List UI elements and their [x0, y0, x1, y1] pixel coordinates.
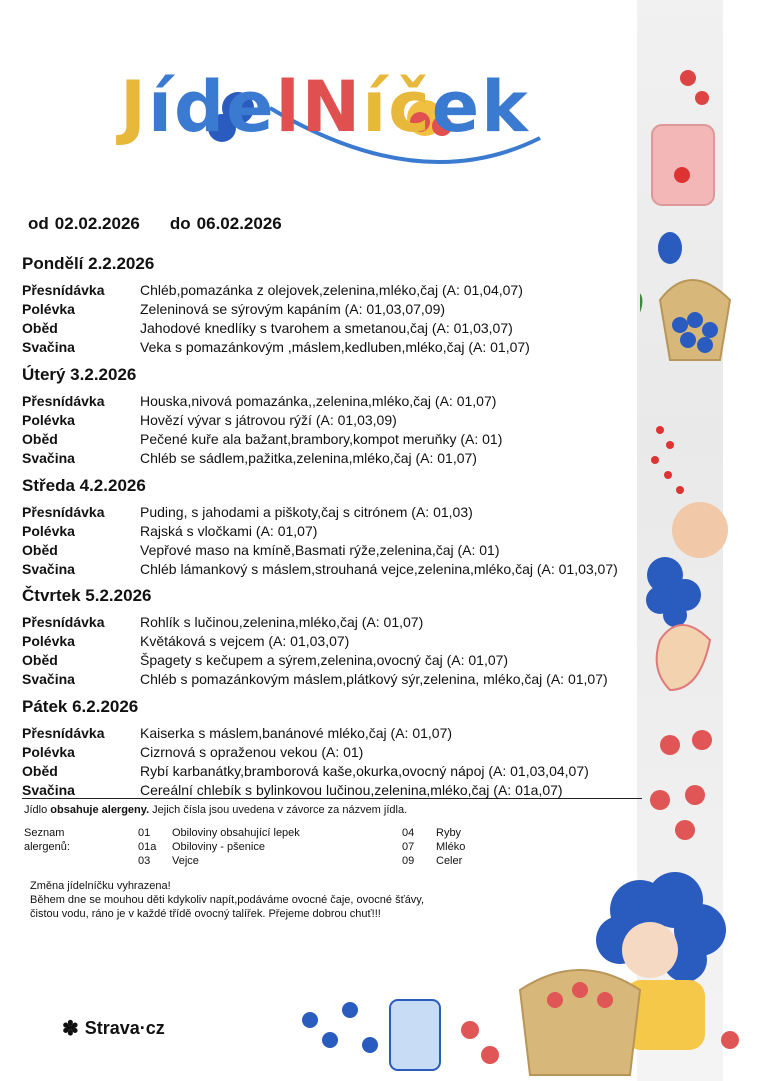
meal-text: Vepřové maso na kmíně,Basmati rýže,zelenina,čaj (A: 01)	[140, 542, 500, 558]
meal-text: Jahodové knedlíky s tvarohem a smetanou,čaj (A: 01,03,07)	[140, 320, 513, 336]
meal-text: Houska,nivová pomazánka,,zelenina,mléko,čaj (A: 01,07)	[140, 393, 497, 409]
meal-label: Svačina	[22, 450, 75, 466]
meal-label: Oběd	[22, 652, 58, 668]
change-note	[30, 879, 550, 921]
meal-text: Chléb,pomazánka z olejovek,zelenina,mléko,čaj (A: 01,04,07)	[140, 282, 523, 298]
jidelnicek-logo	[120, 48, 560, 168]
day-block-thursday	[22, 586, 608, 689]
meal-row	[22, 392, 502, 411]
date-to-label: do	[169, 214, 191, 233]
meal-row	[22, 300, 530, 319]
strava-flower-icon: ✽	[62, 1018, 79, 1040]
allergen-item	[402, 854, 465, 868]
day-title: Středa 4.2.2026	[22, 476, 146, 495]
meal-label: Přesnídávka	[22, 725, 105, 741]
allergen-name: Mléko	[436, 841, 466, 853]
meal-text: Rybí karbanátky,bramborová kaše,okurka,ovocný nápoj (A: 01,03,04,07)	[140, 763, 589, 779]
meal-row	[22, 338, 530, 357]
day-title: Úterý 3.2.2026	[22, 365, 137, 384]
allergen-name: Vejce	[172, 855, 199, 867]
meal-label: Oběd	[22, 763, 58, 779]
meal-row	[22, 281, 530, 300]
meal-label: Svačina	[22, 671, 75, 687]
meal-label: Svačina	[22, 339, 75, 355]
meal-text: Cizrnová s opraženou vekou (A: 01)	[140, 744, 364, 760]
meal-label: Polévka	[22, 523, 75, 539]
allergen-name: Obiloviny - pšenice	[172, 841, 265, 853]
meal-row	[22, 632, 608, 651]
meal-text: Rohlík s lučinou,zelenina,mléko,čaj (A: 01,07)	[140, 614, 424, 630]
allergen-code: 01	[138, 827, 151, 839]
meal-text: Chléb se sádlem,pažitka,zelenina,mléko,čaj (A: 01,07)	[140, 450, 477, 466]
day-block-friday	[22, 697, 589, 800]
meal-label: Polévka	[22, 744, 75, 760]
meal-label: Svačina	[22, 561, 75, 577]
allergen-column	[138, 826, 300, 868]
meal-text: Kaiserka s máslem,banánové mléko,čaj (A: 01,07)	[140, 725, 453, 741]
meal-row	[22, 743, 589, 762]
meal-row	[22, 762, 589, 781]
change-note-line: Změna jídelníčku vyhrazena!	[30, 880, 171, 892]
meal-label: Přesnídávka	[22, 614, 105, 630]
meal-row	[22, 670, 608, 689]
allergen-item	[138, 826, 300, 840]
allergen-note-bold: obsahuje alergeny.	[50, 804, 150, 816]
allergen-code: 03	[138, 855, 151, 867]
allergen-code: 07	[402, 841, 415, 853]
allergen-code: 04	[402, 827, 415, 839]
meal-row	[22, 319, 530, 338]
allergen-name: Ryby	[436, 827, 462, 839]
meal-row	[22, 430, 502, 449]
date-from-label: od	[28, 214, 49, 233]
allergen-item	[138, 854, 300, 868]
meal-label: Oběd	[22, 542, 58, 558]
meal-text: Rajská s vločkami (A: 01,07)	[140, 523, 318, 539]
meal-text: Chléb s pomazánkovým máslem,plátkový sýr,zelenina, mléko,čaj (A: 01,07)	[140, 671, 608, 687]
change-note-line: Během dne se mouhou děti kdykoliv napít,podáváme ovocné čaje, ovocné šťávy,	[30, 894, 425, 906]
meal-row	[22, 651, 608, 670]
allergen-list-label: Seznam alergenů:	[24, 827, 70, 853]
day-title: Pátek 6.2.2026	[22, 697, 139, 716]
meal-row	[22, 411, 502, 430]
meal-text: Květáková s vejcem (A: 01,03,07)	[140, 633, 350, 649]
date-from: 02.02.2026	[54, 214, 140, 233]
logo-title: JídelNíček	[120, 66, 530, 148]
meal-text: Puding, s jahodami a piškoty,čaj s citrónem (A: 01,03)	[140, 504, 473, 520]
allergen-note-rest: Jejich čísla jsou uvedena v závorce za názvem jídla.	[149, 804, 408, 816]
meal-row	[22, 449, 502, 468]
meal-label: Polévka	[22, 301, 75, 317]
meal-text: Zeleninová se sýrovým kapáním (A: 01,03,07,09)	[140, 301, 446, 317]
allergen-code: 09	[402, 855, 415, 867]
meal-text: Veka s pomazánkovým ,máslem,kedluben,mléko,čaj (A: 01,07)	[140, 339, 530, 355]
meal-label: Polévka	[22, 633, 75, 649]
allergen-note	[24, 804, 407, 816]
date-range	[28, 214, 288, 234]
allergen-item	[138, 840, 300, 854]
divider	[22, 798, 642, 799]
brand-name: Strava·cz	[84, 1018, 165, 1038]
meal-text: Hovězí vývar s játrovou rýží (A: 01,03,09)	[140, 412, 397, 428]
meal-row	[22, 522, 618, 541]
day-title: Pondělí 2.2.2026	[22, 254, 155, 273]
allergen-note-prefix: Jídlo	[24, 804, 51, 816]
meal-row	[22, 613, 608, 632]
allergen-column	[402, 826, 465, 868]
date-to: 06.02.2026	[196, 214, 282, 233]
meal-label: Oběd	[22, 431, 58, 447]
allergen-code: 01a	[138, 841, 157, 853]
day-block-monday	[22, 254, 530, 357]
day-title: Čtvrtek 5.2.2026	[22, 586, 152, 605]
change-note-line: čistou vodu, ráno je v každé třídě ovocný talířek. Přejeme dobrou chuť!!!	[30, 908, 381, 920]
meal-row	[22, 503, 618, 522]
day-block-wednesday	[22, 476, 618, 579]
meal-label: Přesnídávka	[22, 393, 105, 409]
meal-label: Polévka	[22, 412, 75, 428]
allergen-item	[402, 840, 465, 854]
allergen-name: Obiloviny obsahující lepek	[172, 827, 300, 839]
meal-label: Přesnídávka	[22, 504, 105, 520]
meal-row	[22, 724, 589, 743]
day-block-tuesday	[22, 365, 502, 468]
allergen-item	[402, 826, 465, 840]
meal-text: Pečené kuře ala bažant,brambory,kompot meruňky (A: 01)	[140, 431, 503, 447]
meal-row	[22, 560, 618, 579]
meal-text: Chléb lámankový s máslem,strouhaná vejce,zelenina,mléko,čaj (A: 01,03,07)	[140, 561, 618, 577]
allergen-name: Celer	[436, 855, 463, 867]
meal-row	[22, 541, 618, 560]
meal-text: Cereální chlebík s bylinkovou lučinou,zelenina,mléko,čaj (A: 01a,07)	[140, 782, 563, 798]
meal-label: Svačina	[22, 782, 75, 798]
meal-label: Přesnídávka	[22, 282, 105, 298]
meal-label: Oběd	[22, 320, 58, 336]
strava-brand	[62, 1016, 165, 1041]
meal-text: Špagety s kečupem a sýrem,zelenina,ovocný čaj (A: 01,07)	[140, 652, 509, 668]
